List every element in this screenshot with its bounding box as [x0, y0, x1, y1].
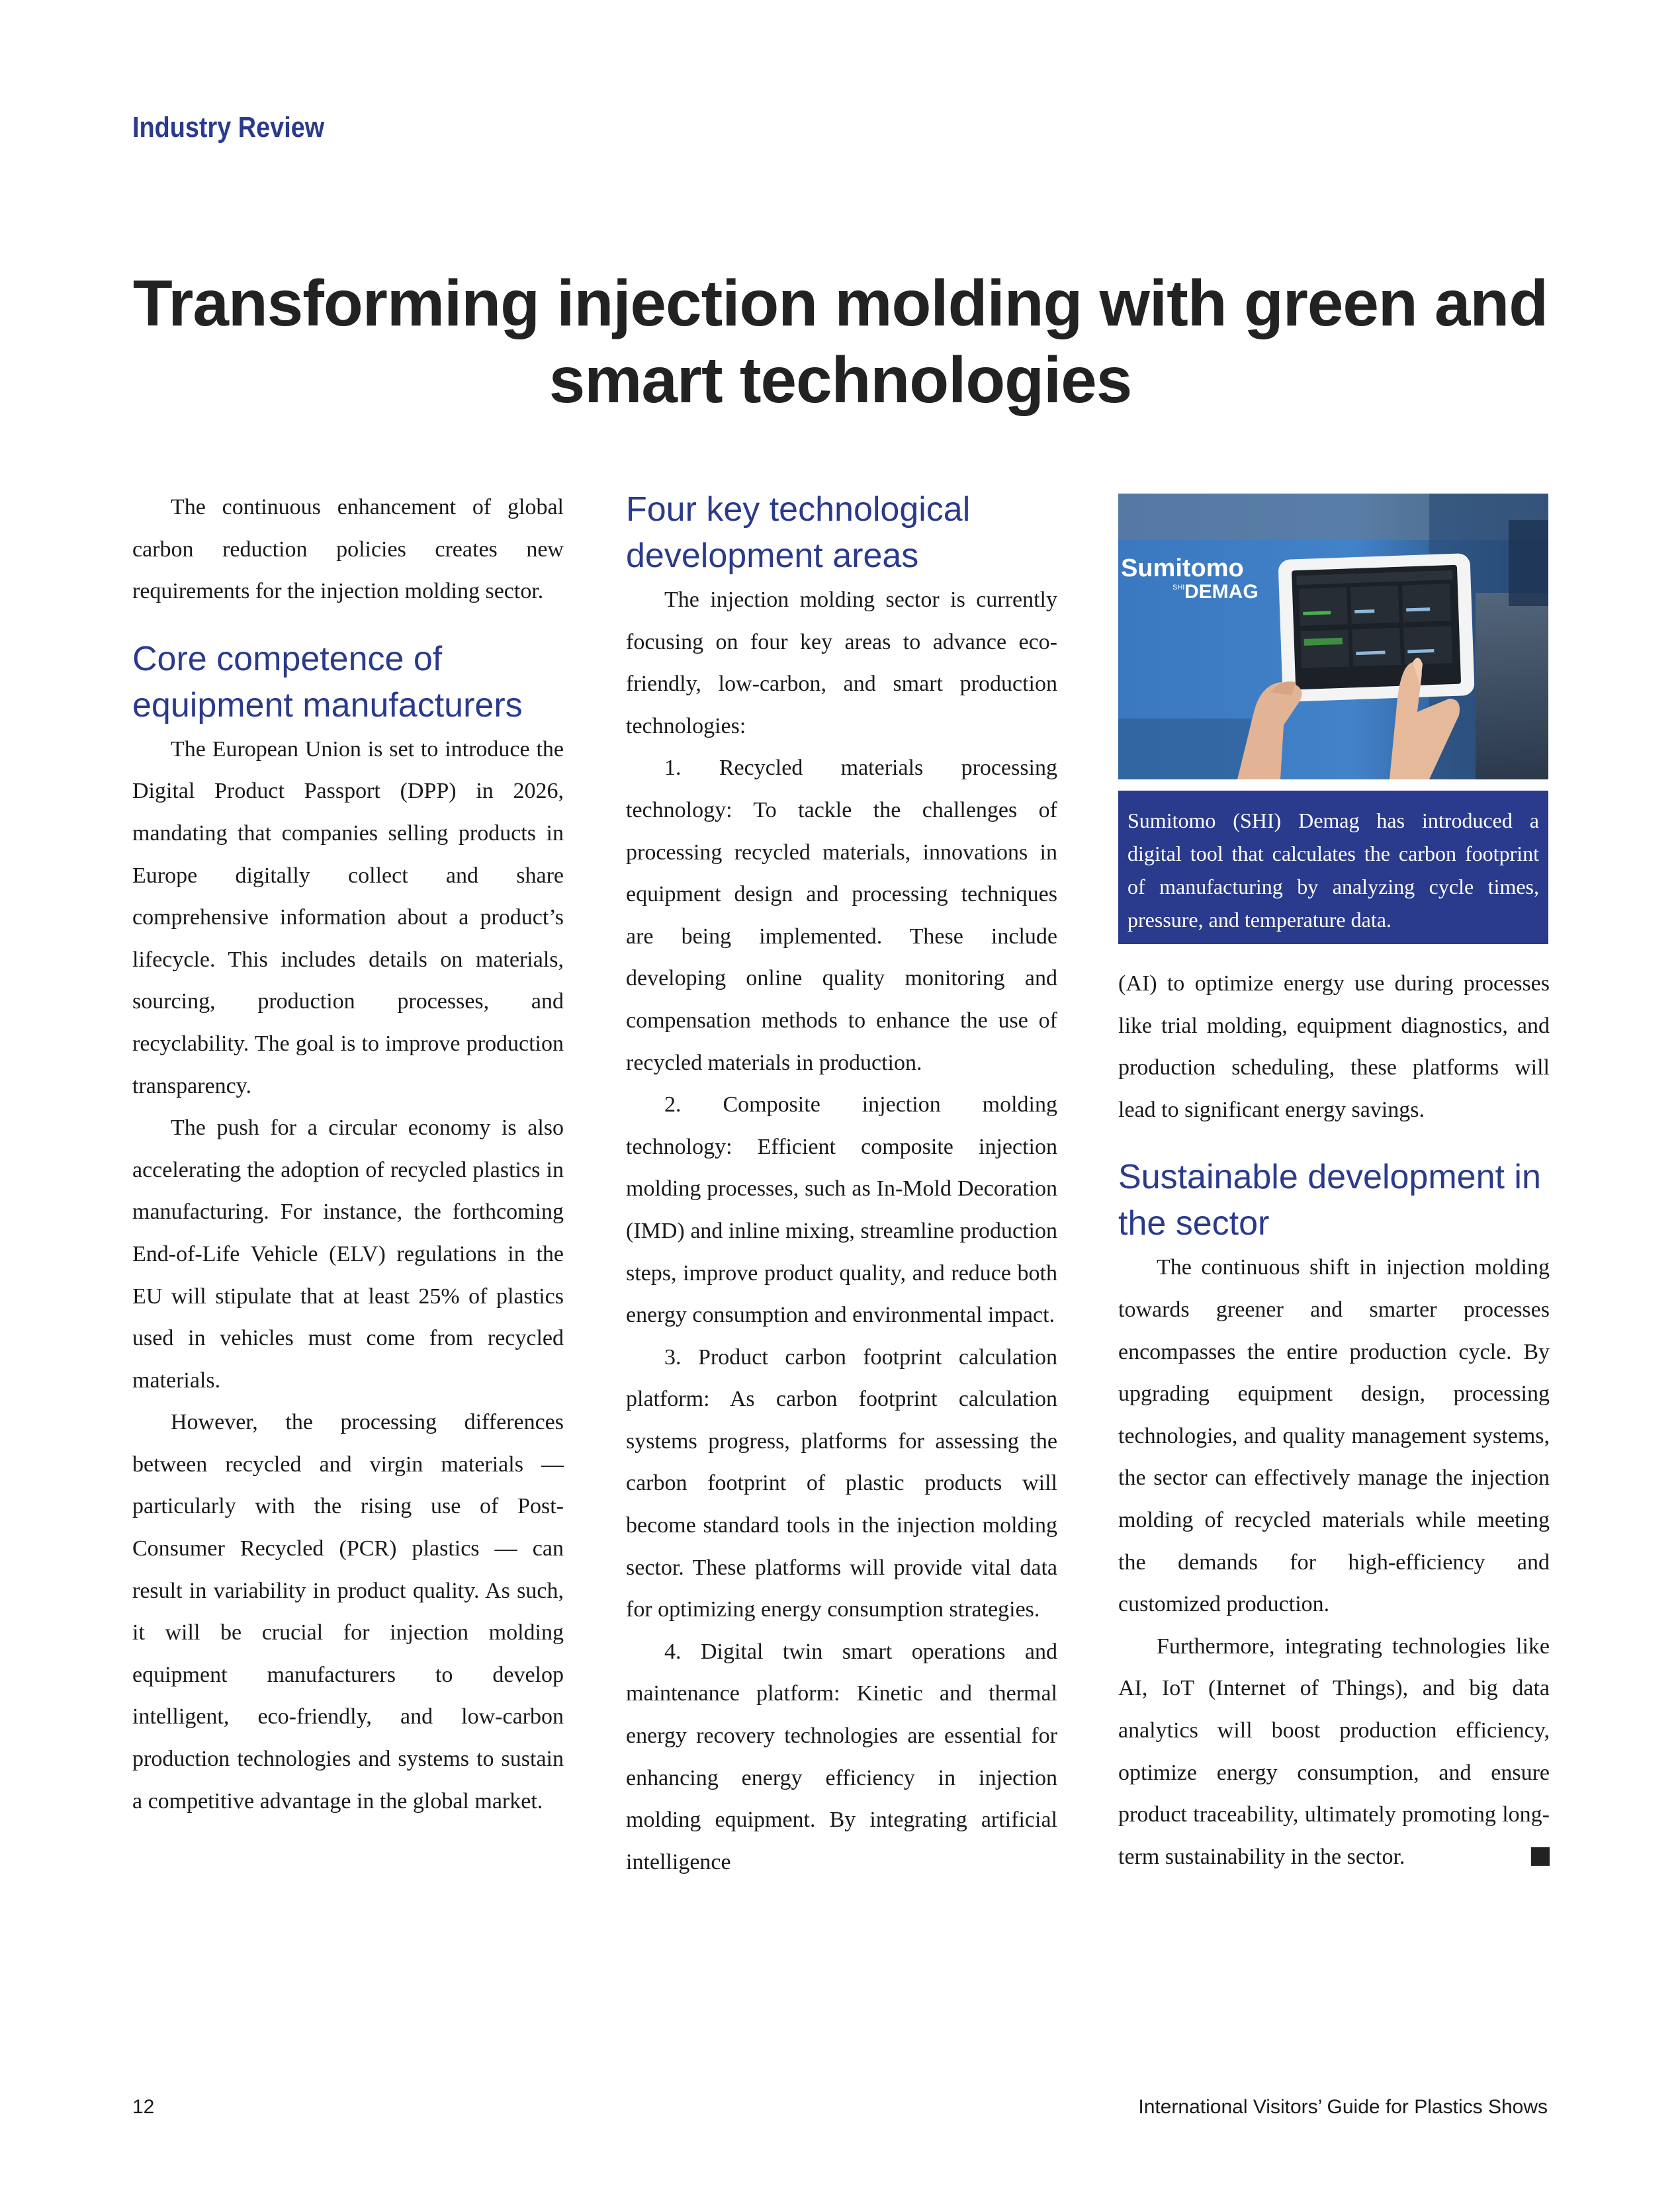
tablet-icon: [1278, 553, 1474, 702]
headline: Transforming injection molding with green and smart technologies: [132, 267, 1548, 416]
publication-name: International Visitors’ Guide for Plastics Shows: [1138, 2096, 1548, 2118]
body-paragraph: The European Union is set to introduce the Digital Product Passport (DPP) in 2026, mandating that companies selling products in Europe digitally collect and share comprehensive information about a product’s lifecycle. This includes details on materials, sourcing, production processes, and recyclability. The goal is to improve production transparency.: [132, 736, 564, 1098]
body-paragraph: However, the processing differences between recycled and virgin materials — particularly with the rising use of Post-Consumer Recycled (PCR) plastics — can result in variability in product quality. As such, it will be crucial for injection molding equipment manufacturers to develop intelligent, eco-friendly, and low-carbon production technologies and systems to sustain a competitive advantage in the global market.: [132, 1410, 564, 1814]
list-item: 4. Digital twin smart operations and maintenance platform: Kinetic and thermal energy recovery technologies are essential for enhancing energy efficiency in injection molding equipment. By integrating artificial intelligence: [626, 1639, 1057, 1874]
brand-logo-small: SHI: [1172, 584, 1185, 591]
section-label: Industry Review: [132, 111, 325, 144]
list-item: 1. Recycled materials processing technology: To tackle the challenges of processing recycled materials, innovations in equipment design and processing techniques are being implemented. These include developing online quality monitoring and compensation methods to enhance the use of recycled materials in production.: [626, 756, 1057, 1075]
article-column-3: [1118, 963, 1550, 1878]
brand-logo-line1: Sumitomo: [1121, 554, 1244, 582]
article-photo: [1118, 494, 1548, 779]
body-paragraph: The push for a circular economy is also accelerating the adoption of recycled plastics in manufacturing. For instance, the forthcoming End-of-Life Vehicle (ELV) regulations in the EU will stipulate that at least 25% of plastics used in vehicles must come from recycled materials.: [132, 1116, 564, 1393]
section-heading-core-competence: Core competence of equipment manufacturers: [132, 639, 523, 724]
list-item: 3. Product carbon footprint calculation platform: As carbon footprint calculation systems progress, platforms for assessing the carbon footprint of plastic products will become standard tools in the injection molding sector. These platforms will provide vital data for optimizing energy consumption strategies.: [626, 1344, 1057, 1622]
article-column-1: [132, 486, 564, 1822]
photo-caption: Sumitomo (SHI) Demag has introduced a digital tool that calculates the carbon footprint of manufacturing by analyzing cycle times, pressure, and temperature data.: [1118, 791, 1548, 944]
brand-logo-line2: DEMAG: [1184, 581, 1259, 603]
tablet-photo-illustration: [1118, 494, 1548, 779]
end-of-article-mark: [1531, 1847, 1550, 1866]
section-heading-key-areas: Four key technological development areas: [626, 490, 971, 575]
body-paragraph-text: Furthermore, integrating technologies like AI, IoT (Internet of Things), and big data analytics will boost production efficiency, optimize energy consumption, and ensure product traceability, ultimately promoting long-term sustainability in the sector.: [1118, 1634, 1550, 1869]
section-heading-sustainable: Sustainable development in the sector: [1118, 1158, 1541, 1243]
intro-paragraph: The continuous enhancement of global carbon reduction policies creates new requirements for the injection molding sector.: [132, 495, 564, 604]
body-paragraph: [1118, 1626, 1550, 1878]
body-paragraph: The continuous shift in injection molding towards greener and smarter processes encompasses the entire production cycle. By upgrading equipment design, processing technologies, and quality management systems, the sector can effectively manage the injection molding of recycled materials while meeting the demands for high-efficiency and customized production.: [1118, 1255, 1550, 1617]
list-item: 2. Composite injection molding technology: Efficient composite injection molding processes, such as In-Mold Decoration (IMD) and inline mixing, streamline production steps, improve product quality, and reduce both energy consumption and environmental impact.: [626, 1092, 1057, 1328]
page-number: 12: [132, 2096, 155, 2118]
continuation-paragraph: (AI) to optimize energy use during processes like trial molding, equipment diagnostics, and production scheduling, these platforms will lead to significant energy savings.: [1118, 971, 1550, 1122]
body-paragraph: The injection molding sector is currently focusing on four key areas to advance eco-friendly, low-carbon, and smart production technologies:: [626, 588, 1057, 738]
article-column-2: [626, 486, 1057, 1883]
